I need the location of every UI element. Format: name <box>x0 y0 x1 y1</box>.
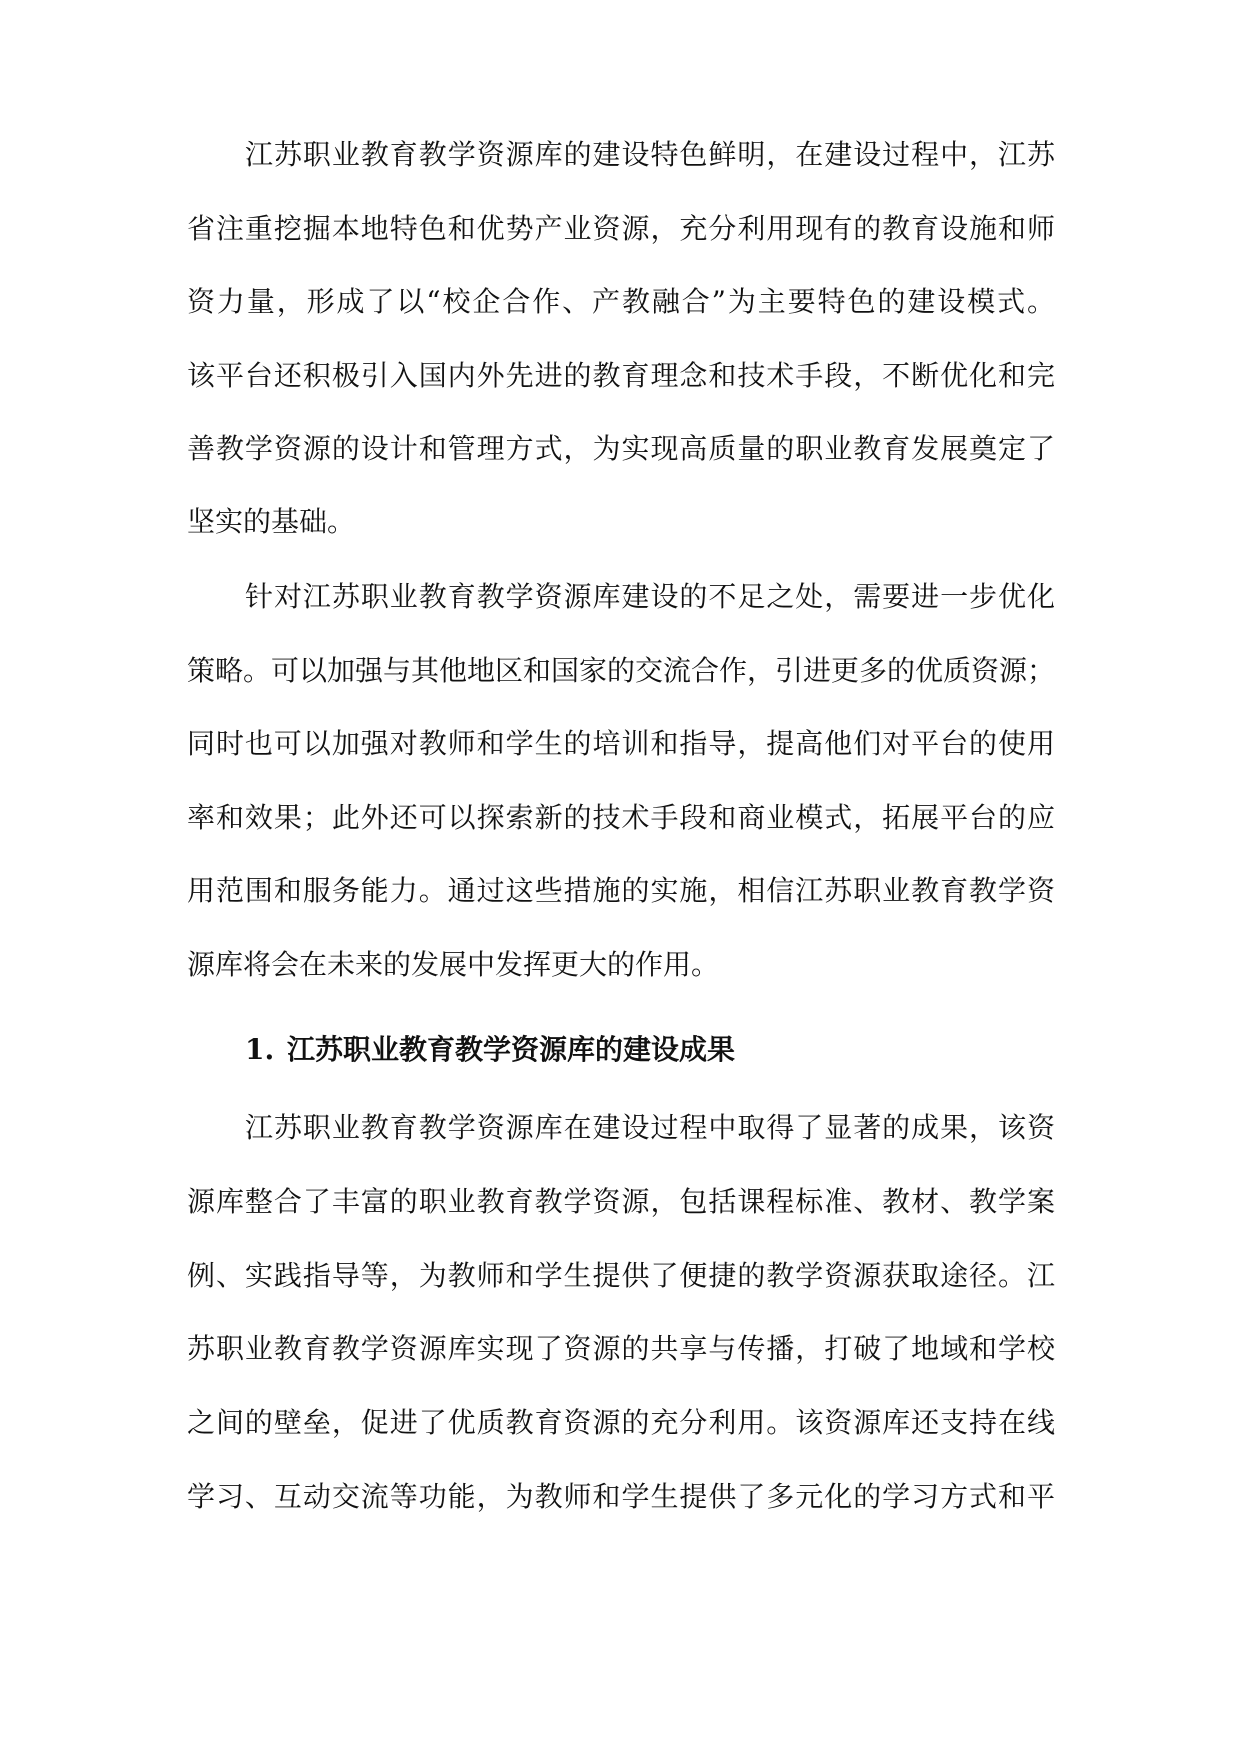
text-line: 率和效果；此外还可以探索新的技术手段和商业模式，拓展平台的应 <box>187 801 1055 834</box>
text-line: 之间的壁垒，促进了优质教育资源的充分利用。该资源库还支持在线 <box>187 1406 1055 1439</box>
text-line: 源库将会在未来的发展中发挥更大的作用。 <box>187 948 720 981</box>
text-line: 例、实践指导等，为教师和学生提供了便捷的教学资源获取途径。江 <box>187 1259 1055 1292</box>
text-line: 源库整合了丰富的职业教育教学资源，包括课程标准、教材、教学案 <box>187 1185 1055 1218</box>
text-line: 策略。可以加强与其他地区和国家的交流合作，引进更多的优质资源； <box>187 654 1055 687</box>
text-line: 同时也可以加强对教师和学生的培训和指导，提高他们对平台的使用 <box>187 727 1055 760</box>
text-line: 学习、互动交流等功能，为教师和学生提供了多元化的学习方式和平 <box>187 1480 1055 1513</box>
text-line: 善教学资源的设计和管理方式，为实现高质量的职业教育发展奠定了 <box>187 432 1055 465</box>
text-line: 江苏职业教育教学资源库在建设过程中取得了显著的成果，该资 <box>245 1111 1055 1144</box>
text-line: 资力量，形成了以“校企合作、产教融合”为主要特色的建设模式。 <box>187 285 1055 318</box>
text-line: 用范围和服务能力。通过这些措施的实施，相信江苏职业教育教学资 <box>187 874 1055 907</box>
text-line: 坚实的基础。 <box>187 505 356 538</box>
text-line: 江苏职业教育教学资源库的建设特色鲜明，在建设过程中，江苏 <box>245 138 1055 171</box>
text-line: 该平台还积极引入国内外先进的教育理念和技术手段，不断优化和完 <box>187 359 1055 392</box>
text-line: 针对江苏职业教育教学资源库建设的不足之处，需要进一步优化 <box>245 580 1055 613</box>
text-line: 省注重挖掘本地特色和优势产业资源，充分利用现有的教育设施和师 <box>187 212 1055 245</box>
heading-title: 江苏职业教育教学资源库的建设成果 <box>287 1033 736 1066</box>
text-line: 苏职业教育教学资源库实现了资源的共享与传播，打破了地域和学校 <box>187 1332 1055 1365</box>
section-heading <box>245 1030 1055 1070</box>
heading-number: 1. <box>245 1033 275 1066</box>
